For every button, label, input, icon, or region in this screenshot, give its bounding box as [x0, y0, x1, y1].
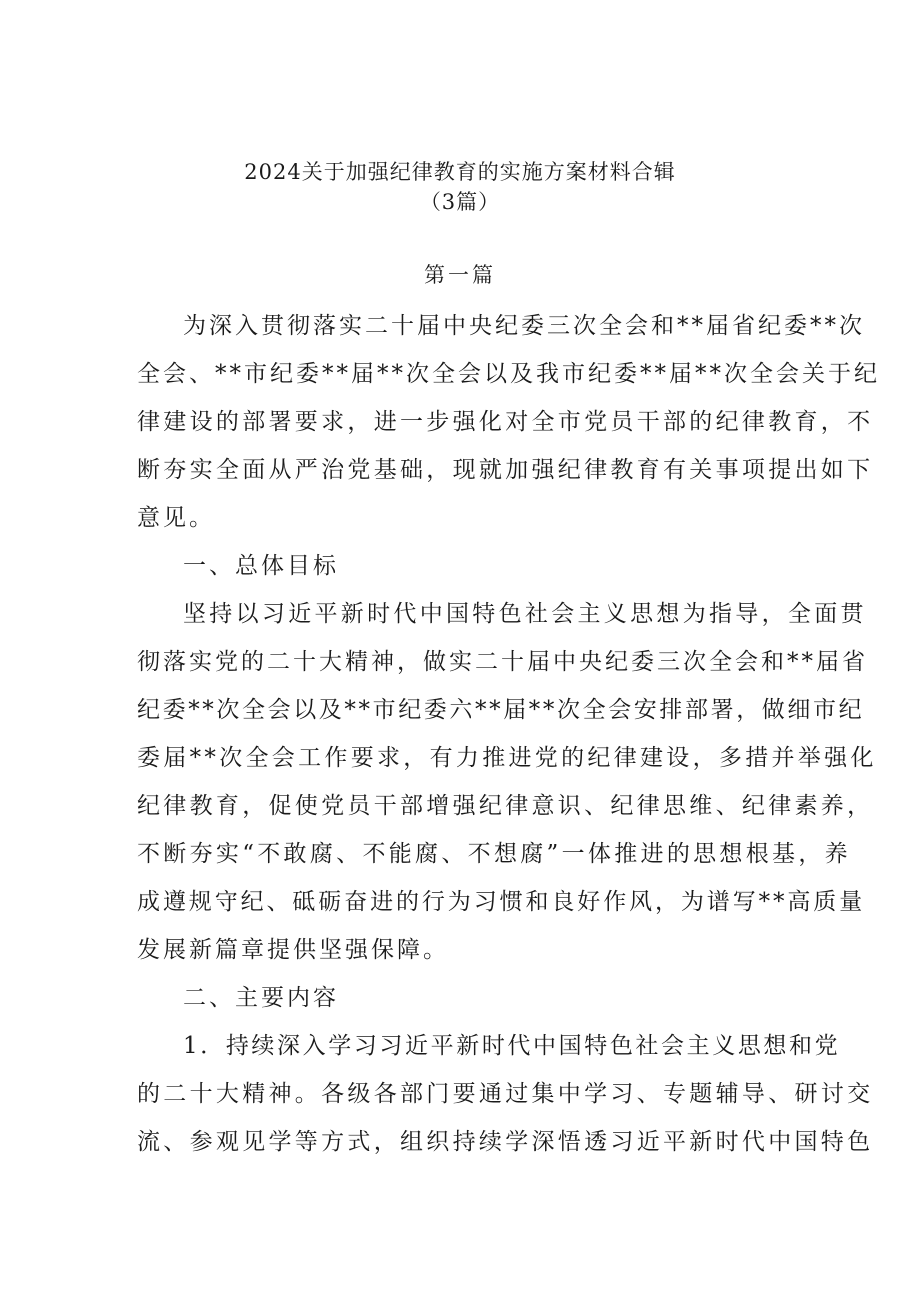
section-heading: 第一篇	[424, 263, 496, 287]
paragraph-line: 坚持以习近平新时代中国特色社会主义思想为指导，全面贯	[183, 601, 867, 627]
paragraph-line: 1．持续深入学习习近平新时代中国特色社会主义思想和党	[183, 1033, 841, 1059]
document-title: 2024关于加强纪律教育的实施方案材料合辑	[244, 160, 676, 184]
paragraph-line: 律建设的部署要求，进一步强化对全市党员干部的纪律教育，不	[137, 409, 874, 435]
paragraph-line: 成遵规守纪、砥砺奋进的行为习惯和良好作风，为谱写**高质量	[137, 889, 866, 915]
document-subtitle: （3篇）	[419, 190, 501, 214]
paragraph-line: 流、参观见学等方式，组织持续学深悟透习近平新时代中国特色	[137, 1129, 874, 1155]
paragraph-line: 为深入贯彻落实二十届中央纪委三次全会和**届省纪委**次	[183, 313, 865, 339]
paragraph-line: 意见。	[137, 505, 215, 531]
paragraph-line: 断夯实全面从严治党基础，现就加强纪律教育有关事项提出如下	[137, 457, 874, 483]
paragraph-line: 纪律教育，促使党员干部增强纪律意识、纪律思维、纪律素养，	[137, 793, 874, 819]
paragraph-line: 全会、**市纪委**届**次全会以及我市纪委**届**次全会关于纪	[137, 361, 880, 387]
paragraph-line: 发展新篇章提供坚强保障。	[137, 937, 449, 963]
paragraph-line: 纪委**次全会以及**市纪委六**届**次全会安排部署，做细市纪	[137, 697, 865, 723]
paragraph-line: 委届**次全会工作要求，有力推进党的纪律建设，多措并举强化	[137, 745, 877, 771]
section-heading-main-content: 二、主要内容	[183, 985, 339, 1011]
paragraph-line: 不断夯实“不敢腐、不能腐、不想腐”一体推进的思想根基，养	[137, 841, 851, 867]
paragraph-line: 彻落实党的二十大精神，做实二十届中央纪委三次全会和**届省	[137, 649, 868, 675]
paragraph-line: 的二十大精神。各级各部门要通过集中学习、专题辅导、研讨交	[137, 1081, 874, 1107]
section-heading-general-goal: 一、总体目标	[183, 553, 339, 579]
